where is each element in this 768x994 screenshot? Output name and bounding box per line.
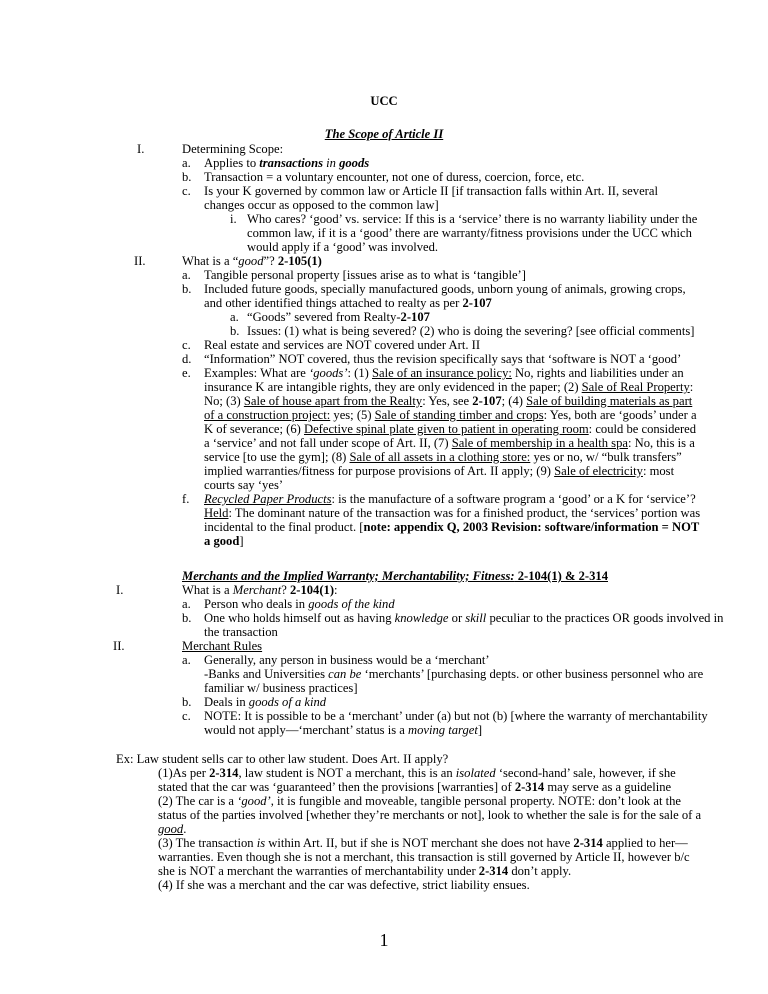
section-title-merchants: Merchants and the Implied Warranty; Merchantability; Fitness: 2-104(1) & 2-314 <box>182 569 608 583</box>
outline-text: What is a “good”? 2-105(1) <box>182 254 322 268</box>
example-paragraph: good. <box>158 822 187 836</box>
outline-text: One who holds himself out as having knowledge or skill peculiar to the practices OR goods involved in <box>204 611 724 625</box>
case-line: incidental to the final product. [note: appendix Q, 2003 Revision: software/information = NOT <box>204 520 700 534</box>
outline-text: common law, if it is a ‘good’ there are warranty/fitness provisions under the UCC which <box>247 226 692 240</box>
outline-text: Tangible personal property [issues arise as to what is ‘tangible’] <box>204 268 526 282</box>
outline-text: Issues: (1) what is being severed? (2) who is doing the severing? [see official comments] <box>247 324 695 338</box>
section-title-scope: The Scope of Article II <box>324 127 444 141</box>
outline-num: a. <box>182 156 191 170</box>
example-paragraph: (2) The car is a ‘good’, it is fungible and moveable, tangible personal property. NOTE: don’t look at the <box>158 794 681 808</box>
outline-num: a. <box>182 653 191 667</box>
example-line: K of severance; (6) Defective spinal plate given to patient in operating room: could be considered <box>204 422 697 436</box>
outline-num: c. <box>182 709 191 723</box>
example-paragraph: (1)As per 2-314, law student is NOT a merchant, this is an isolated ‘second-hand’ sale, however, if she <box>158 766 676 780</box>
example-paragraph: she is NOT a merchant the warranties of merchantability under 2-314 don’t apply. <box>158 864 572 878</box>
example-line: No; (3) Sale of house apart from the Realty: Yes, see 2-107; (4) Sale of building materials as part <box>204 394 693 408</box>
example-line: a ‘service’ and not fall under scope of Art. II, (7) Sale of membership in a health spa: No, this is a <box>204 436 695 450</box>
outline-text: would not apply—‘merchant’ status is a moving target] <box>204 723 483 737</box>
example-line: implied warranties/fitness for purpose provisions of Art. II apply; (9) Sale of electricity: most <box>204 464 675 478</box>
outline-text: “Information” NOT covered, thus the revision specifically says that ‘software is NOT a ‘good’ <box>204 352 682 366</box>
outline-text: What is a Merchant? 2-104(1): <box>182 583 338 597</box>
outline-text: “Goods” severed from Realty-2-107 <box>247 310 430 324</box>
outline-text: Who cares? ‘good’ vs. service: If this is a ‘service’ there is no warranty liability under the <box>247 212 698 226</box>
outline-num: e. <box>182 366 191 380</box>
outline-num: II. <box>113 639 125 653</box>
outline-num: b. <box>182 611 192 625</box>
outline-num: f. <box>182 492 190 506</box>
outline-text: Determining Scope: <box>182 142 284 156</box>
example-line: of a construction project: yes; (5) Sale of standing timber and crops: Yes, both are ‘goods’ under a <box>204 408 697 422</box>
outline-text: Applies to transactions in goods <box>204 156 370 170</box>
outline-num: b. <box>182 282 192 296</box>
outline-num: II. <box>134 254 146 268</box>
outline-text: NOTE: It is possible to be a ‘merchant’ under (a) but not (b) [where the warranty of merchantability <box>204 709 708 723</box>
outline-num: b. <box>182 695 192 709</box>
example-paragraph: status of the parties involved [whether they’re merchants or not], look to whether the sale is for the sale of a <box>158 808 702 822</box>
outline-num: a. <box>182 268 191 282</box>
outline-num: a. <box>182 597 191 611</box>
example-intro: Ex: Law student sells car to other law student. Does Art. II apply? <box>116 752 449 766</box>
outline-text: changes occur as opposed to the common law] <box>204 198 439 212</box>
outline-text: and other identified things attached to realty as per 2-107 <box>204 296 492 310</box>
outline-text: Generally, any person in business would be a ‘merchant’ <box>204 653 490 667</box>
example-paragraph: (3) The transaction is within Art. II, but if she is NOT merchant she does not have 2-314 applied to her— <box>158 836 688 850</box>
outline-num: c. <box>182 338 191 352</box>
outline-num: d. <box>182 352 192 366</box>
outline-text: Deals in goods of a kind <box>204 695 327 709</box>
outline-text: familiar w/ business practices] <box>204 681 358 695</box>
outline-num: I. <box>137 142 145 156</box>
outline-text: Included future goods, specially manufactured goods, unborn young of animals, growing crops, <box>204 282 686 296</box>
outline-num: I. <box>116 583 124 597</box>
example-line: insurance K are intangible rights, they are only evidenced in the paper; (2) Sale of Real Property: <box>204 380 694 394</box>
example-paragraph: (4) If she was a merchant and the car was defective, strict liability ensues. <box>158 878 530 892</box>
outline-text: Real estate and services are NOT covered under Art. II <box>204 338 481 352</box>
outline-text: Person who deals in goods of the kind <box>204 597 395 611</box>
case-line: Held: The dominant nature of the transaction was for a finished product, the ‘services’ portion was <box>204 506 701 520</box>
outline-text: -Banks and Universities can be ‘merchants’ [purchasing depts. or other business personnel who are <box>204 667 704 681</box>
outline-text: Transaction = a voluntary encounter, not one of duress, coercion, force, etc. <box>204 170 585 184</box>
outline-num: a. <box>230 310 239 324</box>
page-heading: UCC <box>370 94 398 108</box>
page-number: 1 <box>379 930 389 950</box>
outline-num: i. <box>230 212 237 226</box>
case-line: Recycled Paper Products: is the manufacture of a software program a ‘good’ or a K for ‘service’? <box>204 492 696 506</box>
example-line: Examples: What are ‘goods’: (1) Sale of an insurance policy: No, rights and liabilities under an <box>204 366 684 380</box>
case-line: a good] <box>204 534 244 548</box>
outline-num: b. <box>182 170 192 184</box>
outline-num: c. <box>182 184 191 198</box>
example-paragraph: stated that the car was ‘guaranteed’ then the provisions [warranties] of 2-314 may serve as a guideline <box>158 780 672 794</box>
outline-text: would apply if a ‘good’ was involved. <box>247 240 439 254</box>
example-paragraph: warranties. Even though she is not a merchant, this transaction is still governed by Article II, however b/c <box>158 850 690 864</box>
outline-text: the transaction <box>204 625 278 639</box>
outline-text: Is your K governed by common law or Article II [if transaction falls within Art. II, several <box>204 184 658 198</box>
example-line: service [to use the gym]; (8) Sale of all assets in a clothing store: yes or no, w/ “bulk transfers” <box>204 450 682 464</box>
outline-text: Merchant Rules <box>182 639 263 653</box>
outline-num: b. <box>230 324 240 338</box>
example-line: courts say ‘yes’ <box>204 478 284 492</box>
